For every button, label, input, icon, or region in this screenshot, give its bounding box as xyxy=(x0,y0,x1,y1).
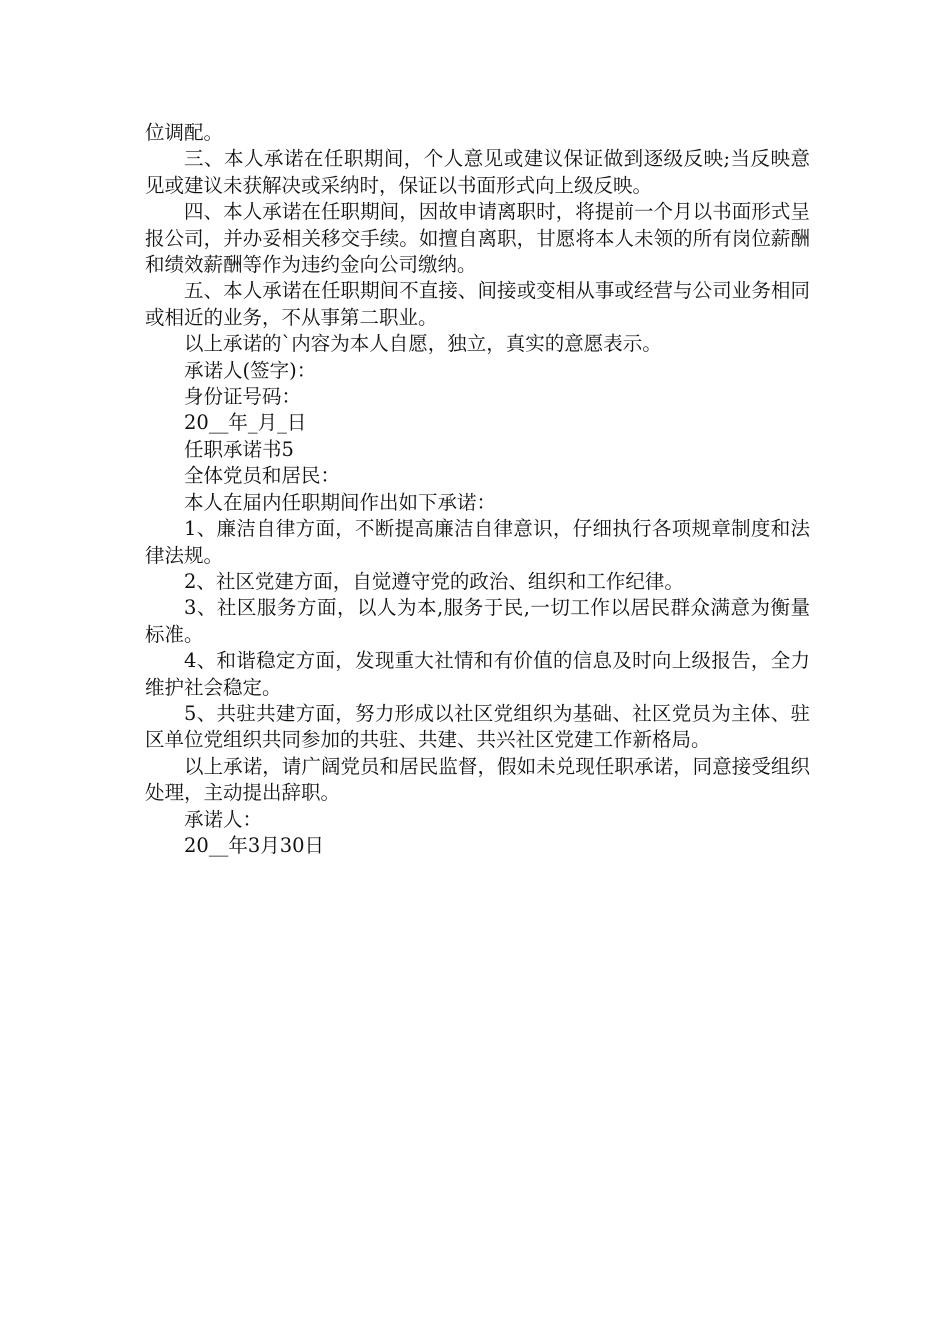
list-item: 1、廉洁自律方面，不断提高廉洁自律意识，仔细执行各项规章制度和法律法规。 xyxy=(145,517,810,567)
paragraph: 四、本人承诺在任职期间，因故申请离职时，将提前一个月以书面形式呈报公司，并办妥相关移交手续。如擅自离职，甘愿将本人未领的所有岗位薪酬和绩效薪酬等作为违约金向公司缴纳。 xyxy=(145,200,810,277)
salutation: 全体党员和居民： xyxy=(184,464,341,488)
date-line: 20__年_月_日 xyxy=(184,411,307,435)
paragraph: 五、本人承诺在任职期间不直接、间接或变相从事或经营与公司业务相同或相近的业务，不从事第二职业。 xyxy=(145,279,810,329)
paragraph: 以上承诺，请广阔党员和居民监督，假如未兑现任职承诺，同意接受组织处理，主动提出辞职。 xyxy=(145,754,810,805)
section-title: 任职承诺书5 xyxy=(184,437,294,461)
document-body xyxy=(145,120,810,859)
id-number-label: 身份证号码： xyxy=(184,385,302,409)
list-item: 4、和谐稳定方面，发现重大社情和有价值的信息及时向上级报告，全力维护社会稳定。 xyxy=(145,649,810,699)
paragraph: 三、本人承诺在任职期间，个人意见或建议保证做到逐级反映;当反映意见或建议未获解决或采纳时，保证以书面形式向上级反映。 xyxy=(145,147,810,197)
list-item: 2、社区党建方面，自觉遵守党的政治、组织和工作纪律。 xyxy=(184,569,684,593)
signature-label: 承诺人(签字)： xyxy=(184,358,317,382)
paragraph: 本人在届内任职期间作出如下承诺： xyxy=(184,490,497,514)
signature-label: 承诺人： xyxy=(184,807,263,831)
date-line: 20__年3月30日 xyxy=(184,833,325,857)
paragraph: 位调配。 xyxy=(145,121,224,144)
list-item: 3、社区服务方面，以人为本,服务于民,一切工作以居民群众满意为衡量标准。 xyxy=(145,596,810,646)
list-item: 5、共驻共建方面，努力形成以社区党组织为基础、社区党员为主体、驻区单位党组织共同参加的共驻、共建、共兴社区党建工作新格局。 xyxy=(145,701,810,752)
paragraph: 以上承诺的`内容为本人自愿，独立，真实的意愿表示。 xyxy=(184,332,662,356)
